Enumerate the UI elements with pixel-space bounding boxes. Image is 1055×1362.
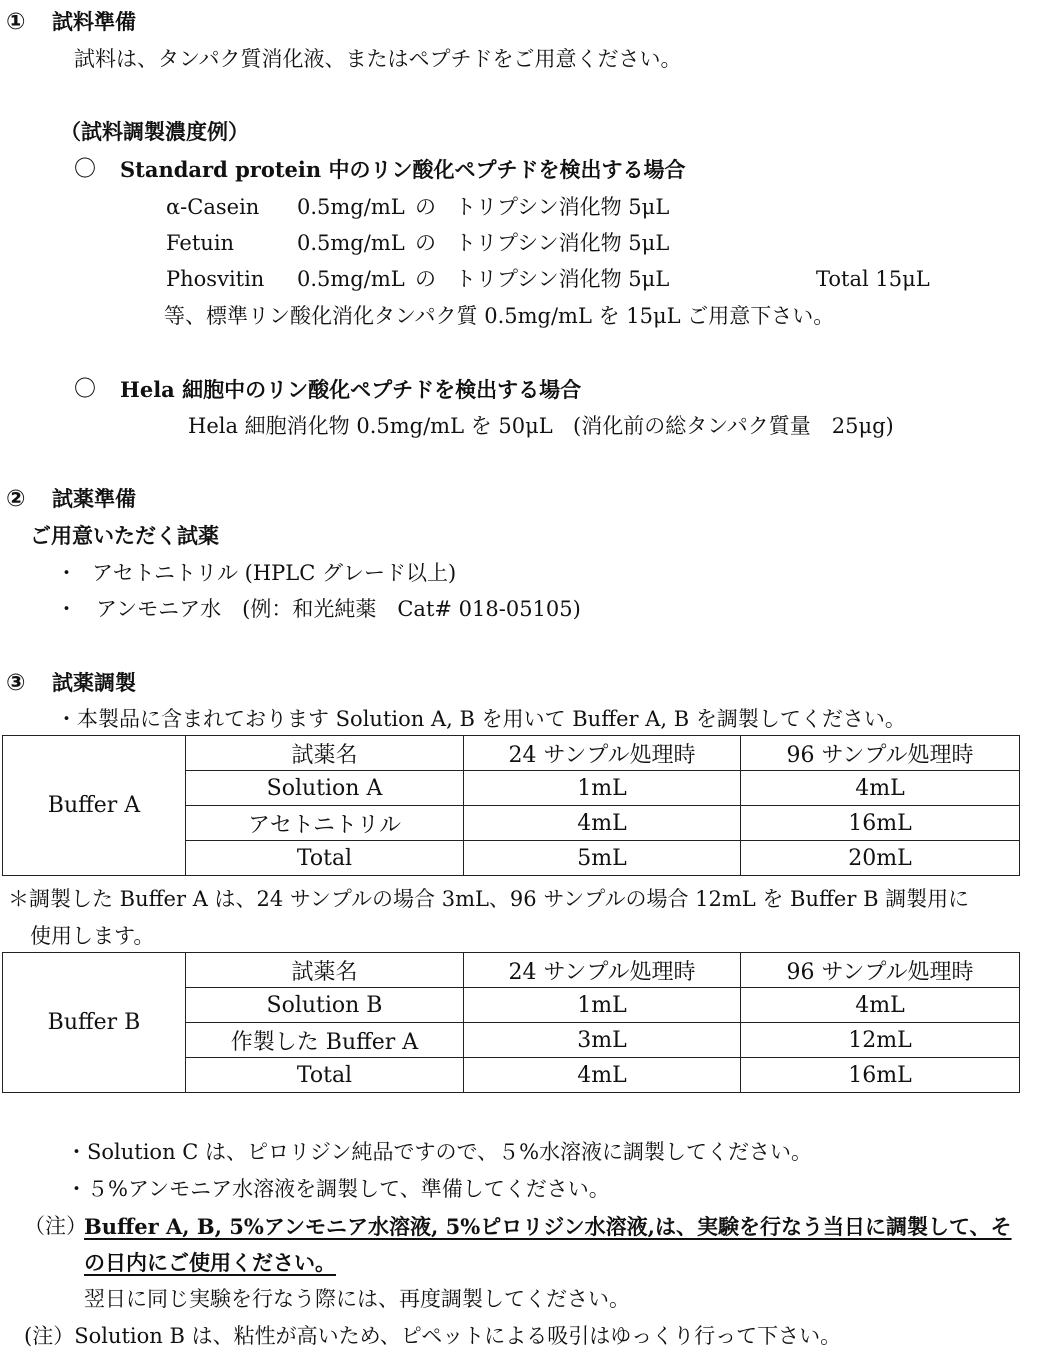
reagent-dot: ・	[56, 597, 77, 621]
solution-b-note: (注）Solution B は、粘性が高いため、ピペットによる吸引はゆっくり行って下さい。	[24, 1324, 842, 1348]
section-1-intro: 試料は、タンパク質消化液、またはペプチドをご用意ください。	[74, 47, 682, 71]
buffer-b-table	[2, 952, 1020, 1093]
buffer-a-name: Buffer A	[3, 736, 186, 876]
table-row	[3, 953, 1020, 988]
note-warning-line1: Buffer A, B, 5%アンモニア水溶液, 5%ピロリジン水溶液,は、実験を行なう当日に調製して、そ	[84, 1214, 1012, 1239]
case1-row-no: の	[415, 267, 436, 291]
example-heading: （試料調製濃度例）	[60, 120, 249, 144]
case2-title: Hela 細胞中のリン酸化ペプチドを検出する場合	[120, 377, 582, 402]
case1-note: 等、標準リン酸化消化タンパク質 0.5mg/mL を 15μL ご用意下さい。	[164, 304, 835, 328]
table-header: 試薬名	[186, 736, 464, 771]
table-cell: 1mL	[464, 771, 741, 806]
section-1-number: ①	[6, 9, 26, 35]
table-cell: 4mL	[464, 806, 741, 841]
section-3-intro: ・本製品に含まれております Solution A, B を用いて Buffer A, B を調製してください。	[56, 707, 906, 731]
table-header: 試薬名	[186, 953, 464, 988]
note-warning-line3: 翌日に同じ実験を行なう際には、再度調製してください。	[84, 1287, 630, 1311]
table-header: 24 サンプル処理時	[464, 953, 741, 988]
section-3-title: 試薬調製	[52, 671, 136, 695]
section-3-number: ③	[6, 670, 26, 696]
table-cell: 5mL	[464, 841, 741, 876]
note-label: （注）	[24, 1214, 87, 1238]
case1-title: Standard protein 中のリン酸化ペプチドを検出する場合	[120, 157, 686, 182]
table-header: 24 サンプル処理時	[464, 736, 741, 771]
case1-row-conc: 0.5mg/mL	[297, 267, 405, 291]
case1-row-desc: トリプシン消化物 5μL	[455, 195, 670, 219]
case1-row-desc: トリプシン消化物 5μL	[455, 231, 670, 255]
case2-line: Hela 細胞消化物 0.5mg/mL を 50μL	[188, 414, 553, 438]
ammonia-note: ・５%アンモニア水溶液を調製して、準備してください。	[66, 1177, 610, 1201]
table-header: 96 サンプル処理時	[741, 736, 1020, 771]
case1-total: Total 15μL	[816, 267, 930, 291]
table-cell: Total	[186, 1058, 464, 1093]
table-row	[3, 736, 1020, 771]
section-2-subtitle: ご用意いただく試薬	[30, 524, 219, 548]
reagent-item: アンモニア水 (例：和光純薬 Cat# 018-05105)	[96, 597, 581, 621]
table-cell: 16mL	[741, 1058, 1020, 1093]
table-header: 96 サンプル処理時	[741, 953, 1020, 988]
case1-row-conc: 0.5mg/mL	[297, 231, 405, 255]
buffer-a-table	[2, 735, 1020, 876]
table-cell: 3mL	[464, 1023, 741, 1058]
case1-row-name: Phosvitin	[166, 267, 265, 291]
case1-bullet: 〇	[74, 157, 97, 182]
case1-row-name: Fetuin	[166, 231, 235, 255]
table-cell: アセトニトリル	[186, 806, 464, 841]
buffer-b-name: Buffer B	[3, 953, 186, 1093]
case1-row-no: の	[415, 231, 436, 255]
section-2-title: 試薬準備	[52, 487, 136, 511]
case2-bullet: 〇	[74, 377, 97, 402]
table-cell: 4mL	[741, 771, 1020, 806]
section-2-number: ②	[6, 486, 26, 512]
solution-c-note: ・Solution C は、ピロリジン純品ですので、５%水溶液に調製してください。	[66, 1140, 813, 1164]
table-cell: Solution A	[186, 771, 464, 806]
table-cell: 4mL	[741, 988, 1020, 1023]
table-cell: 16mL	[741, 806, 1020, 841]
case1-row-desc: トリプシン消化物 5μL	[455, 267, 670, 291]
reagent-item: アセトニトリル (HPLC グレード以上)	[92, 561, 457, 585]
reagent-dot: ・	[56, 561, 77, 585]
buffer-a-note-cont: 使用します。	[30, 924, 155, 948]
table-cell: 12mL	[741, 1023, 1020, 1058]
case1-row-no: の	[415, 195, 436, 219]
case1-row-conc: 0.5mg/mL	[297, 195, 405, 219]
table-cell: 1mL	[464, 988, 741, 1023]
table-cell: 作製した Buffer A	[186, 1023, 464, 1058]
buffer-a-note: ＊調製した Buffer A は、24 サンプルの場合 3mL、96 サンプルの場合 12mL を Buffer B 調製用に	[8, 887, 970, 911]
case2-paren: (消化前の総タンパク質量 25μg)	[573, 414, 894, 438]
table-cell: 4mL	[464, 1058, 741, 1093]
case1-row-name: α-Casein	[166, 195, 260, 219]
table-cell: Total	[186, 841, 464, 876]
table-cell: Solution B	[186, 988, 464, 1023]
table-cell: 20mL	[741, 841, 1020, 876]
note-warning-line2: の日内にご使用ください。	[84, 1250, 336, 1275]
section-1-title: 試料準備	[52, 10, 136, 34]
